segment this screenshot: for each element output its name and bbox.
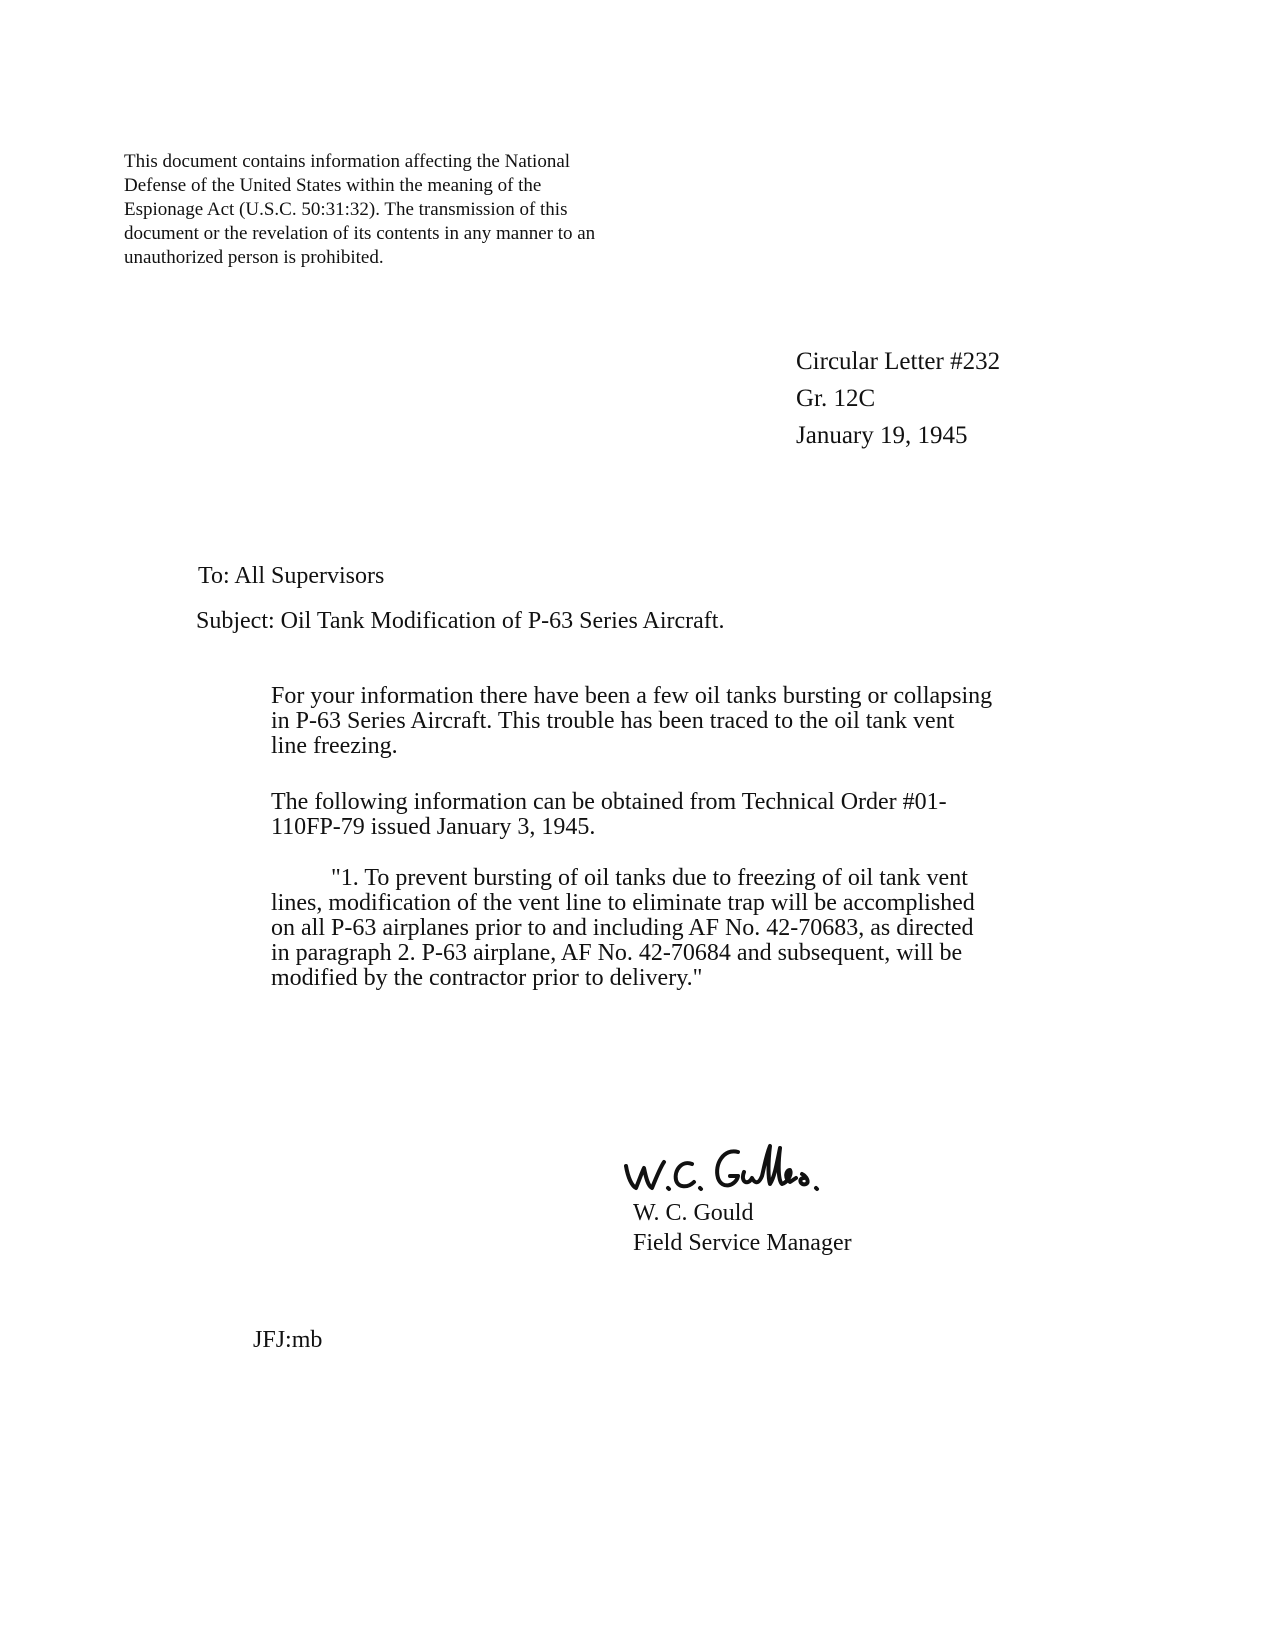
paragraph-line: in P-63 Series Aircraft. This trouble has been traced to the oil tank vent (271, 708, 955, 734)
notice-line: Defense of the United States within the meaning of the (124, 175, 542, 196)
paragraph-line: 110FP-79 issued January 3, 1945. (271, 814, 596, 840)
body-paragraph-2 (271, 790, 947, 840)
reference-initials: JFJ:mb (253, 1327, 323, 1353)
paragraph-line: modified by the contractor prior to delivery." (271, 965, 703, 991)
subject-line: Subject: Oil Tank Modification of P-63 Series Aircraft. (196, 608, 725, 634)
notice-line: This document contains information affecting the National (124, 151, 571, 172)
paragraph-line: "1. To prevent bursting of oil tanks due to freezing of oil tank vent (271, 865, 968, 891)
notice-line: Espionage Act (U.S.C. 50:31:32). The transmission of this (124, 199, 568, 220)
paragraph-line: lines, modification of the vent line to eliminate trap will be accomplished (271, 890, 975, 916)
reference-block (796, 343, 1000, 454)
notice-line: unauthorized person is prohibited. (124, 247, 384, 268)
handwritten-signature (620, 1138, 840, 1200)
addressee-line: To: All Supervisors (198, 563, 385, 589)
paragraph-line: line freezing. (271, 733, 398, 759)
letter-date: January 19, 1945 (796, 422, 968, 449)
quoted-paragraph (271, 866, 975, 991)
paragraph-line: in paragraph 2. P-63 airplane, AF No. 42-70684 and subsequent, will be (271, 940, 963, 966)
group-code: Gr. 12C (796, 385, 876, 412)
signatory-title: Field Service Manager (633, 1230, 852, 1256)
notice-line: document or the revelation of its contents in any manner to an (124, 223, 596, 244)
circular-letter-number: Circular Letter #232 (796, 348, 1001, 375)
paragraph-line: For your information there have been a few oil tanks bursting or collapsing (271, 683, 993, 709)
paragraph-line: on all P-63 airplanes prior to and including AF No. 42-70683, as directed (271, 915, 974, 941)
paragraph-line: The following information can be obtained from Technical Order #01- (271, 789, 947, 815)
signature-block (620, 1138, 920, 1200)
signatory-name: W. C. Gould (633, 1200, 754, 1226)
security-notice (124, 150, 654, 270)
body-paragraph-1 (271, 684, 992, 759)
